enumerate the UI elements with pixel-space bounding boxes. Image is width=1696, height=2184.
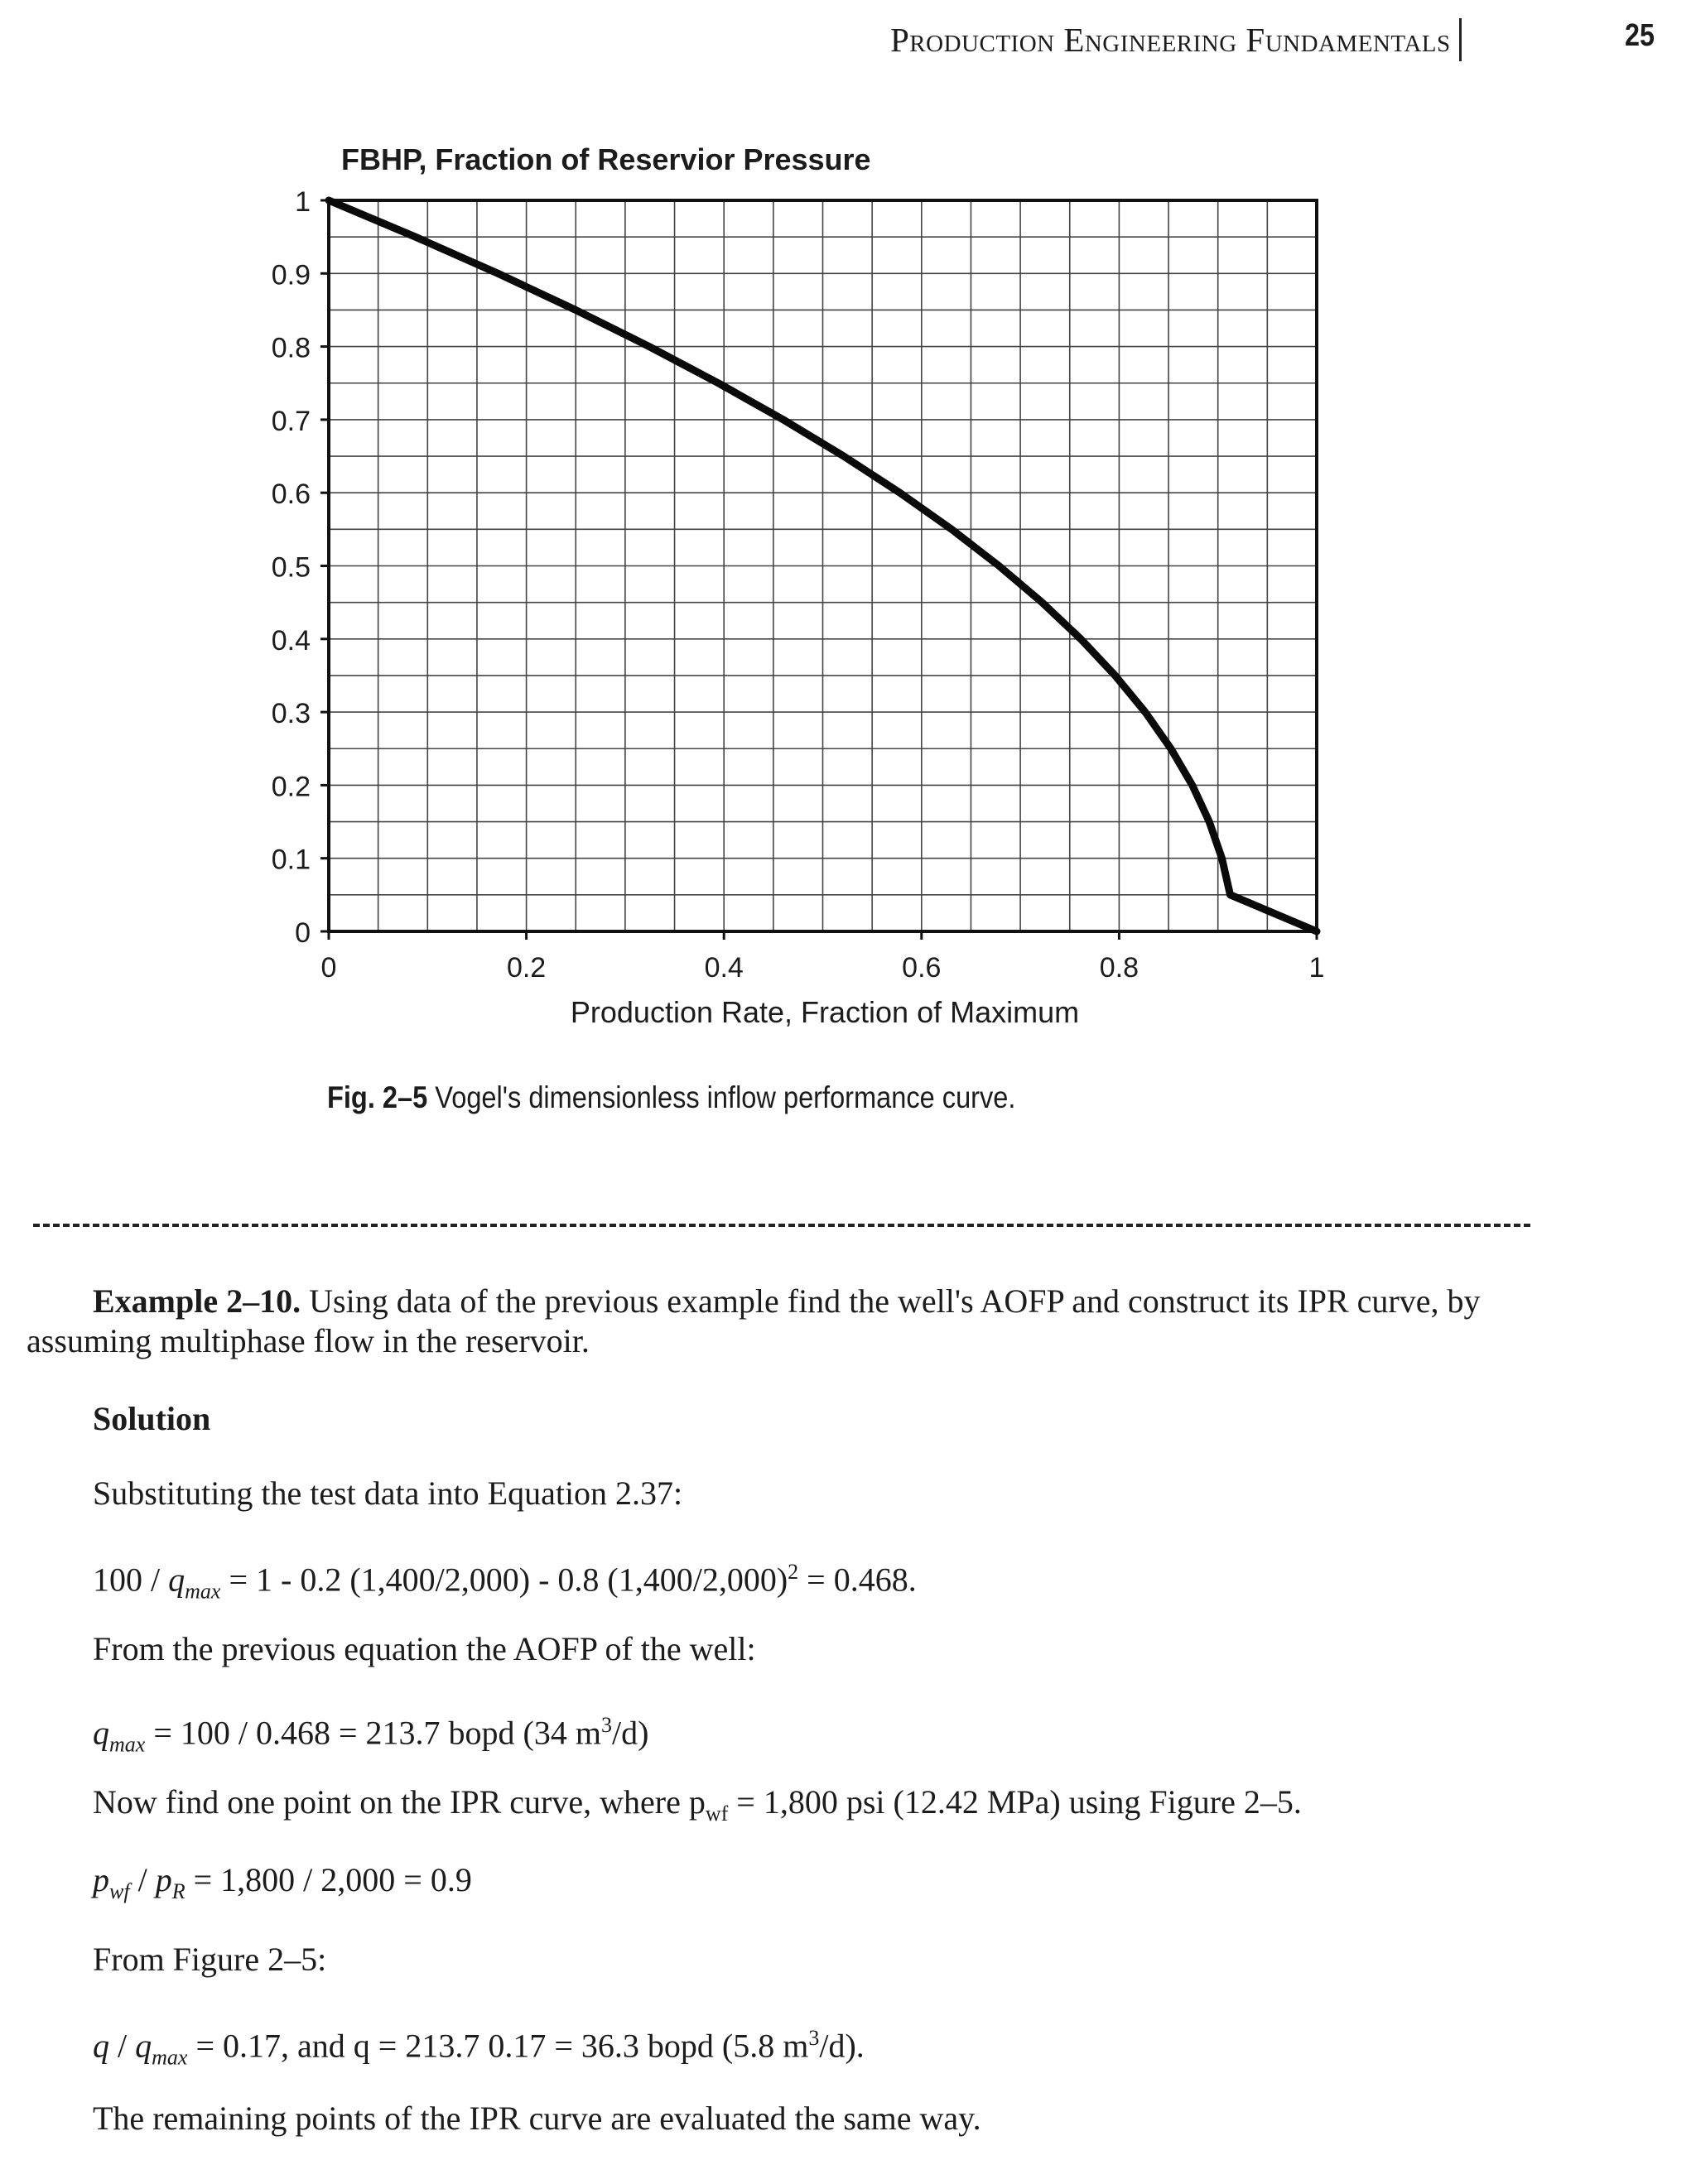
y-tick-label: 0 bbox=[295, 917, 311, 949]
eq4-q: q bbox=[93, 2027, 109, 2065]
eq2-post: /d) bbox=[612, 1714, 649, 1752]
y-tick-label: 0.9 bbox=[271, 259, 311, 291]
y-tick-label: 1 bbox=[295, 186, 311, 218]
x-axis-label: Production Rate, Fraction of Maximum bbox=[570, 995, 1080, 1029]
eq1-mid: = 1 - 0.2 (1,400/2,000) - 0.8 (1,400/2,000) bbox=[220, 1561, 788, 1599]
x-tick-label: 0 bbox=[320, 952, 337, 984]
chart-grid bbox=[329, 200, 1317, 931]
eq3-sub1: wf bbox=[109, 1879, 130, 1903]
chart-ticks bbox=[272, 186, 1325, 984]
eq4-slash: / bbox=[109, 2027, 136, 2065]
x-tick-label: 0.2 bbox=[506, 952, 547, 984]
eq3-p1: p bbox=[93, 1861, 109, 1898]
eq4-post: /d). bbox=[819, 2027, 865, 2065]
chart-title: FBHP, Fraction of Reservior Pressure bbox=[341, 142, 871, 176]
figure-label: Fig. 2–5 bbox=[327, 1080, 428, 1114]
solution-heading bbox=[93, 1399, 210, 1439]
equation-pressure-ratio bbox=[93, 1860, 472, 1912]
example-text-1: Using data of the previous example find the well's AOFP and construct its IPR curve, by bbox=[301, 1282, 1481, 1320]
text-line-find-point bbox=[93, 1782, 1302, 1834]
line5-sub: wf bbox=[705, 1802, 729, 1826]
y-tick-label: 0.8 bbox=[271, 332, 311, 364]
equation-qmax-value bbox=[93, 1705, 648, 1764]
text-line-substituting: Substituting the test data into Equation 2.37: bbox=[93, 1474, 683, 1512]
line5-post: = 1,800 psi (12.42 MPa) using Figure 2–5. bbox=[728, 1783, 1302, 1821]
eq3-post: = 1,800 / 2,000 = 0.9 bbox=[185, 1861, 472, 1898]
figure-caption-text: Vogel's dimensionless inflow performance curve. bbox=[427, 1080, 1016, 1114]
x-tick-label: 0.4 bbox=[704, 952, 744, 984]
eq1-sup: 2 bbox=[788, 1560, 799, 1584]
example-line-1 bbox=[93, 1282, 1481, 1321]
y-tick-label: 0.3 bbox=[271, 698, 311, 730]
y-tick-label: 0.1 bbox=[271, 844, 311, 876]
example-label: Example 2–10. bbox=[93, 1282, 301, 1320]
eq3-p2: p bbox=[155, 1861, 172, 1898]
x-tick-label: 1 bbox=[1308, 952, 1325, 984]
y-tick-label: 0.6 bbox=[271, 479, 311, 511]
solution-heading-text: Solution bbox=[93, 1400, 211, 1437]
page-number: 25 bbox=[1625, 18, 1655, 53]
line5-pre: Now find one point on the IPR curve, where p bbox=[93, 1783, 706, 1821]
text-line-from-figure: From Figure 2–5: bbox=[93, 1941, 327, 1978]
eq3-sub2: R bbox=[171, 1879, 186, 1903]
equation-q-value bbox=[93, 2018, 865, 2077]
text-line-aofp: From the previous equation the AOFP of the well: bbox=[93, 1630, 756, 1667]
y-tick-label: 0.2 bbox=[271, 771, 311, 803]
eq3-slash: / bbox=[129, 1861, 156, 1898]
eq4-q2: q bbox=[135, 2027, 152, 2065]
eq2-mid: = 100 / 0.468 = 213.7 bopd (34 m bbox=[145, 1714, 601, 1752]
x-tick-label: 0.8 bbox=[1099, 952, 1140, 984]
running-head-text: Production Engineering Fundamentals bbox=[890, 21, 1451, 59]
figure-caption bbox=[327, 1080, 1015, 1115]
example-line-2: assuming multiphase flow in the reservoir. bbox=[26, 1322, 590, 1359]
y-tick-label: 0.4 bbox=[271, 624, 311, 657]
eq4-mid: = 0.17, and q = 213.7 0.17 = 36.3 bopd (5.8 m bbox=[187, 2027, 809, 2065]
eq2-sup: 3 bbox=[601, 1713, 612, 1737]
text-line-remaining: The remaining points of the IPR curve are evaluated the same way. bbox=[93, 2100, 981, 2137]
eq1-q: q bbox=[168, 1561, 186, 1599]
y-tick-label: 0.7 bbox=[271, 405, 311, 437]
eq1-sub: max bbox=[185, 1579, 221, 1604]
section-divider bbox=[33, 1224, 1530, 1227]
eq4-sup: 3 bbox=[808, 2026, 820, 2050]
eq1-post: = 0.468. bbox=[798, 1561, 917, 1599]
eq4-sub: max bbox=[152, 2045, 188, 2070]
eq2-q: q bbox=[93, 1714, 109, 1752]
eq1-part: 100 / bbox=[93, 1561, 169, 1599]
y-tick-label: 0.5 bbox=[271, 551, 311, 584]
eq2-sub: max bbox=[109, 1732, 146, 1757]
x-tick-label: 0.6 bbox=[902, 952, 942, 984]
equation-qmax-ratio bbox=[93, 1552, 917, 1611]
vogel-ipr-chart bbox=[0, 0, 1696, 1076]
